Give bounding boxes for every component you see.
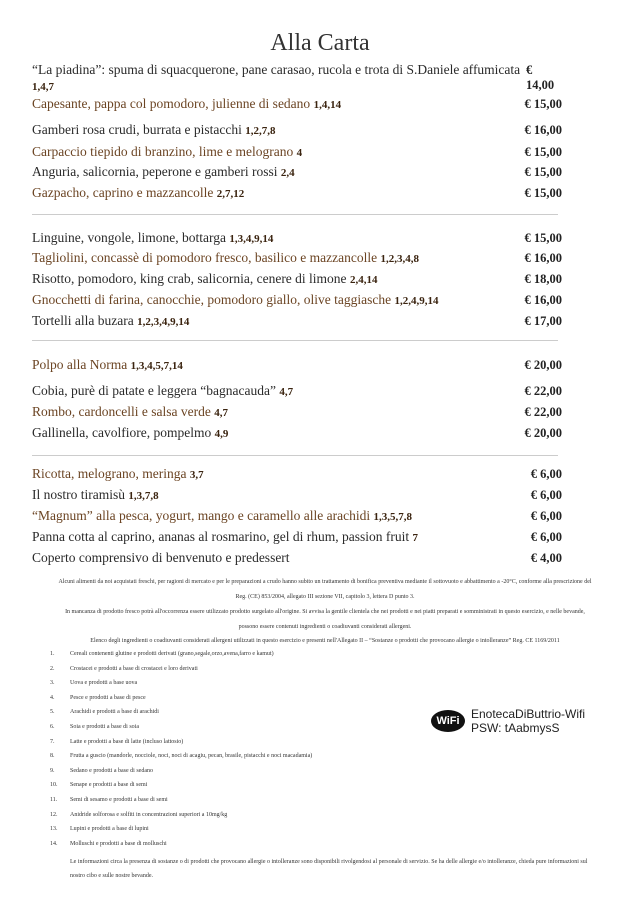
- dish-allergens: 2,4,14: [349, 274, 378, 286]
- allergen-number: 5.: [50, 709, 55, 716]
- allergen-item: [50, 768, 153, 774]
- allergen-text: Molluschi e prodotti a base di molluschi: [70, 840, 167, 847]
- allergen-number: 9.: [50, 767, 55, 774]
- dish-name: [32, 529, 418, 545]
- dish-price: € 6,00: [530, 487, 562, 502]
- section-divider: [32, 214, 558, 215]
- dish-allergens: 4,7: [279, 386, 294, 398]
- allergen-text: Crostacei e prodotti a base di crostacei e loro derivati: [70, 665, 198, 672]
- allergen-number: 8.: [50, 753, 55, 760]
- dish-price: € 15,00: [524, 164, 562, 179]
- dish-price: € 15,00: [524, 144, 562, 159]
- dish-allergens: 7: [412, 532, 419, 544]
- allergen-item: [50, 739, 183, 745]
- menu-item: [32, 120, 562, 140]
- dish-text: Gazpacho, caprino e mazzancolle: [32, 185, 214, 200]
- menu-item: [32, 183, 562, 203]
- dish-text: Gallinella, cavolfiore, pompelmo: [32, 425, 212, 440]
- allergen-item: [50, 782, 147, 788]
- dish-allergens: 1,3,7,8: [128, 490, 159, 502]
- dish-price: € 14,00: [525, 63, 555, 92]
- dish-text: Tagliolini, concassè di pomodoro fresco, basilico e mazzancolle: [32, 250, 378, 265]
- menu-item: [32, 485, 562, 505]
- dish-allergens: 4,7: [214, 407, 228, 419]
- allergen-item: [50, 666, 198, 672]
- allergen-number: 14.: [50, 840, 58, 847]
- allergen-item: [50, 753, 312, 759]
- dish-name: [32, 144, 302, 160]
- allergen-item: [50, 651, 274, 657]
- dish-price: € 15,00: [524, 185, 562, 200]
- menu-item: [32, 228, 562, 248]
- menu-item: [32, 94, 562, 114]
- menu-item: [32, 355, 562, 375]
- menu-item: [32, 62, 562, 93]
- dish-name: [32, 292, 439, 308]
- dish-price: € 6,00: [530, 508, 562, 523]
- dish-name: [32, 404, 228, 420]
- section-divider: [32, 340, 558, 341]
- dish-text: Coperto comprensivo di benvenuto e predessert: [32, 550, 290, 565]
- allergen-text: Senape e prodotti a base di semi: [70, 782, 148, 789]
- wifi-icon: WiFi: [431, 710, 465, 732]
- allergen-number: 10.: [50, 782, 58, 789]
- dish-name: [32, 230, 273, 246]
- dish-text: Cobia, purè di patate e leggera “bagnacauda”: [32, 383, 276, 398]
- allergen-item: [50, 797, 168, 803]
- footer-note: Le informazioni circa la presenza di sostanze o di prodotti che provocano allergie o intolleranze sono disponibili rivolgendosi al personale di servizio. Se ha delle allergie e/o intolleranze, chieda pure informazioni sul nostro cibo e sulle nostre bevande.: [70, 859, 588, 879]
- menu-item: [32, 248, 562, 268]
- dish-name: [32, 122, 276, 138]
- menu-item: [32, 162, 562, 182]
- dish-price: € 16,00: [524, 122, 562, 137]
- allergen-text: Semi di sesamo e prodotti a base di semi: [70, 797, 168, 803]
- menu-item: [32, 142, 562, 162]
- dish-allergens: 2,7,12: [216, 188, 245, 200]
- wifi-ssid: EnotecaDiButtrio-Wifi: [471, 707, 586, 721]
- dish-text: Gnocchetti di farina, canocchie, pomodoro giallo, olive taggiasche: [32, 292, 392, 307]
- dish-text: Gamberi rosa crudi, burrata e pistacchi: [32, 122, 242, 137]
- note-line: In mancanza di prodotto fresco potrà all'occorrenza essere utilizzato prodotto surgelato all'origine. Si avvisa la gentile clientela che nei prodotti e nei piatti preparati e somministrati in questo esercizio, e nelle bevande,: [65, 609, 585, 615]
- dish-text: “Magnum” alla pesca, yogurt, mango e caramello alle arachidi: [32, 508, 371, 523]
- allergen-item: [50, 695, 146, 701]
- dish-price: € 22,00: [524, 404, 562, 419]
- dish-name: [32, 487, 159, 503]
- menu-item: [32, 527, 562, 547]
- allergen-text: Anidride solforosa e solfiti in concentrazioni superiori a 10mg/kg: [70, 811, 228, 818]
- dish-allergens: 4: [296, 147, 303, 159]
- allergen-text: Uova e prodotti a base uova: [70, 680, 138, 687]
- dish-allergens: 1,4,7: [32, 81, 54, 93]
- allergen-text: Latte e prodotti a base di latte (incluso lattosio): [70, 738, 184, 745]
- dish-name: [32, 250, 419, 266]
- dish-price: € 15,00: [524, 230, 562, 245]
- dish-text: Panna cotta al caprino, ananas al rosmarino, gel di rhum, passion fruit: [32, 529, 410, 544]
- allergen-text: Pesce e prodotti a base di pesce: [70, 694, 146, 701]
- dish-allergens: 3,7: [189, 469, 204, 481]
- dish-name: [32, 357, 183, 373]
- dish-text: Rombo, cardoncelli e salsa verde: [32, 404, 211, 419]
- dish-text: Tortelli alla buzara: [32, 313, 134, 328]
- allergen-number: 3.: [50, 680, 55, 687]
- dish-allergens: 1,2,3,4,8: [380, 253, 419, 265]
- dish-name: [32, 271, 377, 287]
- allergen-number: 7.: [50, 738, 55, 745]
- allergen-item: [50, 826, 149, 832]
- menu-item: [32, 548, 562, 568]
- dish-allergens: 1,3,5,7,8: [373, 511, 412, 523]
- note-line: Elenco degli ingredienti o coadiuvanti considerati allergeni utilizzati in questo esercizio e presenti nell'Allegato II – “Sostanze o prodotti che provocano allergie o intolleranze” Reg. CE 1169/2011: [90, 638, 560, 644]
- note-line: Reg. (CE) 853/2004, allegato III sezione VII, capitolo 3, lettera D punto 3.: [235, 594, 415, 600]
- dish-text: “La piadina”: spuma di squacquerone, pane carasao, rucola e trota di S.Daniele affumicata: [32, 62, 521, 77]
- menu-item: [32, 290, 562, 310]
- dish-price: € 20,00: [524, 425, 562, 440]
- dish-name: [32, 550, 290, 566]
- allergen-number: 6.: [50, 724, 55, 730]
- dish-price: € 17,00: [524, 313, 562, 328]
- dish-name: [32, 383, 293, 399]
- dish-price: € 20,00: [524, 357, 562, 372]
- allergen-item: [50, 680, 137, 686]
- allergen-text: Lupini e prodotti a base di lupini: [70, 826, 149, 833]
- menu-item: [32, 464, 562, 484]
- allergen-text: Sedano e prodotti a base di sedano: [70, 767, 153, 774]
- dish-price: € 22,00: [524, 383, 562, 398]
- allergen-item: [50, 724, 139, 730]
- dish-allergens: 1,2,3,4,9,14: [137, 316, 190, 328]
- allergen-text: Soia e prodotti a base di soia: [70, 724, 139, 730]
- allergen-item: [50, 841, 167, 847]
- dish-text: Linguine, vongole, limone, bottarga: [32, 230, 226, 245]
- dish-text: Capesante, pappa col pomodoro, julienne di sedano: [32, 96, 311, 111]
- page-title: Alla Carta: [270, 30, 370, 56]
- note-line: Alcuni alimenti da noi acquistati freschi, per ragioni di mercato e per le preparazioni a crudo hanno subito un trattamento di bonifica preventiva mediante il sottovuoto e abbattimento a -20°C, conforme alla prescrizione del: [58, 579, 592, 585]
- dish-text: Carpaccio tiepido di branzino, lime e melograno: [32, 144, 294, 159]
- dish-price: € 18,00: [524, 271, 562, 286]
- dish-price: € 6,00: [530, 466, 562, 481]
- dish-price: € 15,00: [524, 96, 562, 111]
- menu-item: [32, 402, 562, 422]
- dish-allergens: 1,2,7,8: [245, 125, 276, 137]
- dish-allergens: 4,9: [214, 428, 229, 440]
- dish-name: [32, 425, 228, 441]
- dish-name: [32, 164, 295, 180]
- dish-name: [32, 62, 526, 94]
- dish-name: [32, 185, 244, 201]
- dish-text: Polpo alla Norma: [32, 357, 128, 372]
- allergen-number: 11.: [50, 797, 58, 803]
- dish-price: € 16,00: [524, 250, 562, 265]
- allergen-number: 12.: [50, 811, 58, 818]
- dish-text: Risotto, pomodoro, king crab, salicornia, cenere di limone: [32, 271, 347, 286]
- dish-price: € 4,00: [530, 550, 562, 565]
- allergen-item: [50, 709, 159, 715]
- menu-item: [32, 506, 562, 526]
- menu-item: [32, 311, 562, 331]
- dish-text: Il nostro tiramisù: [32, 487, 125, 502]
- dish-name: [32, 96, 341, 112]
- dish-allergens: 1,3,4,9,14: [229, 233, 274, 245]
- wifi-info: [431, 707, 585, 735]
- note-line: possono essere contenuti ingredienti o coadiuvanti considerati allergeni.: [238, 624, 412, 630]
- dish-text: Anguria, salicornia, peperone e gamberi rossi: [32, 164, 278, 179]
- dish-text: Ricotta, melograno, meringa: [32, 466, 187, 481]
- dish-name: [32, 466, 204, 482]
- dish-allergens: 1,4,14: [313, 99, 342, 111]
- allergen-number: 4.: [50, 694, 55, 701]
- section-divider: [32, 455, 558, 456]
- menu-item: [32, 381, 562, 401]
- wifi-password: PSW: tAabmysS: [471, 721, 560, 735]
- dish-allergens: 2,4: [280, 167, 295, 179]
- dish-allergens: 1,2,4,9,14: [394, 295, 439, 307]
- dish-allergens: 1,3,4,5,7,14: [130, 360, 183, 372]
- menu-item: [32, 269, 562, 289]
- dish-name: [32, 313, 189, 329]
- allergen-number: 2.: [50, 665, 55, 672]
- allergen-text: Frutta a guscio (mandorle, nocciole, noci, noci di acagiu, pecan, brasile, pistacchi e noci macadamia): [70, 753, 313, 760]
- menu-item: [32, 423, 562, 443]
- allergen-text: Cereali contenenti glutine e prodotti derivati (grano,segale,orzo,avena,farro e kamut): [70, 651, 274, 657]
- dish-name: [32, 508, 412, 524]
- allergen-item: [50, 812, 227, 818]
- allergen-text: Arachidi e prodotti a base di arachidi: [70, 709, 159, 716]
- dish-price: € 16,00: [524, 292, 562, 307]
- allergen-number: 13.: [50, 826, 58, 833]
- allergen-number: 1.: [50, 651, 55, 657]
- dish-price: € 6,00: [530, 529, 562, 544]
